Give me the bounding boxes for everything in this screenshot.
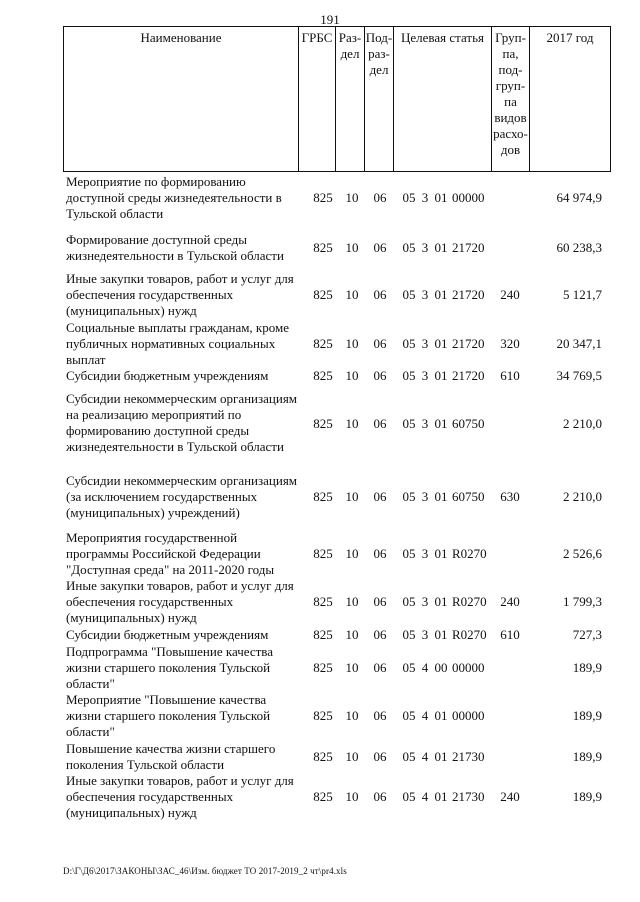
row-podrazdel: 06 [373,336,387,351]
header-year-label: 2017 год [546,30,594,45]
row-cs-direction: 60750 [452,489,485,504]
row-vr: 240 [500,789,520,804]
row-cs-subprogram: 3 [421,489,429,504]
row-podrazdel: 06 [373,594,387,609]
row-cs-subprogram: 4 [421,749,429,764]
row-cs-direction: 00000 [452,190,485,205]
row-cs-subprogram: 4 [421,708,429,723]
row-cs-direction: 21730 [452,789,485,804]
row-cs-direction: R0270 [452,546,487,561]
row-cs-program: 05 [402,546,416,561]
row-razdel: 10 [345,660,359,675]
header-name [64,27,299,171]
row-cs-event: 01 [434,749,448,764]
row-cs-direction: 60750 [452,416,485,431]
row-name: Мероприятие по формированию доступной среды жизнедеятельности в Тульской области [66,174,282,221]
row-name: Иные закупки товаров, работ и услуг для обеспечения государственных (муниципальных) нужд [66,271,294,318]
row-cs-direction: R0270 [452,627,487,642]
table-header [63,26,611,172]
header-podrazdel [365,27,394,171]
row-name: Иные закупки товаров, работ и услуг для обеспечения государственных (муниципальных) нужд [66,773,294,820]
row-cs-event: 01 [434,708,448,723]
row-name: Социальные выплаты гражданам, кроме публичных нормативных социальных выплат [66,320,289,367]
row-razdel: 10 [345,368,359,383]
row-cs-subprogram: 4 [421,660,429,675]
row-cs-event: 01 [434,627,448,642]
row-cs-direction: 21720 [452,287,485,302]
row-razdel: 10 [345,489,359,504]
row-cs-program: 05 [402,749,416,764]
row-cs-subprogram: 3 [421,287,429,302]
row-grbs: 825 [313,660,333,675]
row-vr: 610 [500,627,520,642]
row-grbs: 825 [313,368,333,383]
row-name: Мероприятие "Повышение качества жизни старшего поколения Тульской области" [66,692,271,739]
row-name: Субсидии бюджетным учреждениям [66,627,269,642]
row-name: Субсидии некоммерческим организациям на реализацию мероприятий по формированию доступной среды жизнедеятельности в Тульской области [66,391,298,454]
header-grbs [299,27,336,171]
row-cs-event: 01 [434,546,448,561]
row-cs-subprogram: 3 [421,627,429,642]
row-razdel: 10 [345,190,359,205]
header-year [530,27,610,171]
row-name: Субсидии некоммерческим организациям (за исключением государственных (муниципальных) учреждений) [66,473,298,520]
row-grbs: 825 [313,489,333,504]
row-razdel: 10 [345,789,359,804]
row-cs-subprogram: 3 [421,546,429,561]
row-cs-event: 01 [434,336,448,351]
row-name: Мероприятия государственной программы Российской Федерации "Доступная среда" на 2011-2020 годы [66,530,275,577]
row-grbs: 825 [313,190,333,205]
row-podrazdel: 06 [373,190,387,205]
row-grbs: 825 [313,416,333,431]
row-razdel: 10 [345,546,359,561]
row-grbs: 825 [313,789,333,804]
row-sum: 34 769,5 [556,368,602,383]
row-cs-subprogram: 3 [421,368,429,383]
row-cs-direction: 00000 [452,708,485,723]
row-cs-program: 05 [402,594,416,609]
row-name: Подпрограмма "Повышение качества жизни старшего поколения Тульской области" [66,644,274,691]
row-razdel: 10 [345,287,359,302]
row-cs-program: 05 [402,416,416,431]
row-cs-direction: 21720 [452,240,485,255]
row-cs-direction: 00000 [452,660,485,675]
row-cs-subprogram: 4 [421,789,429,804]
row-podrazdel: 06 [373,489,387,504]
row-podrazdel: 06 [373,708,387,723]
row-cs-subprogram: 3 [421,416,429,431]
row-razdel: 10 [345,416,359,431]
row-cs-program: 05 [402,708,416,723]
row-sum: 189,9 [572,789,602,804]
header-razdel [336,27,365,171]
header-cs [394,27,492,171]
row-sum: 1 799,3 [563,594,602,609]
row-cs-direction: 21720 [452,368,485,383]
row-podrazdel: 06 [373,416,387,431]
header-razdel-label: Раз- дел [338,30,362,61]
row-podrazdel: 06 [373,660,387,675]
row-razdel: 10 [345,627,359,642]
row-cs-event: 01 [434,416,448,431]
row-cs-program: 05 [402,368,416,383]
row-razdel: 10 [345,336,359,351]
row-sum: 189,9 [572,660,602,675]
row-cs-direction: 21730 [452,749,485,764]
row-grbs: 825 [313,240,333,255]
row-podrazdel: 06 [373,546,387,561]
row-vr: 320 [500,336,520,351]
row-razdel: 10 [345,749,359,764]
row-cs-subprogram: 3 [421,240,429,255]
row-cs-direction: 21720 [452,336,485,351]
row-podrazdel: 06 [373,368,387,383]
header-podrazdel-label: Под- раз- дел [365,30,393,77]
row-razdel: 10 [345,594,359,609]
row-sum: 189,9 [572,708,602,723]
row-cs-subprogram: 3 [421,190,429,205]
row-cs-event: 01 [434,594,448,609]
row-cs-event: 01 [434,489,448,504]
row-cs-program: 05 [402,660,416,675]
row-cs-event: 01 [434,368,448,383]
row-name: Повышение качества жизни старшего поколения Тульской области [66,741,276,772]
row-name: Формирование доступной среды жизнедеятельности в Тульской области [66,232,284,263]
row-razdel: 10 [345,240,359,255]
row-cs-program: 05 [402,336,416,351]
row-cs-subprogram: 3 [421,594,429,609]
row-podrazdel: 06 [373,287,387,302]
row-sum: 189,9 [572,749,602,764]
page-number: 191 [320,12,340,27]
row-sum: 727,3 [572,627,602,642]
row-grbs: 825 [313,749,333,764]
row-sum: 20 347,1 [556,336,602,351]
row-sum: 60 238,3 [556,240,602,255]
row-cs-event: 00 [434,660,448,675]
row-cs-program: 05 [402,190,416,205]
row-vr: 240 [500,594,520,609]
row-vr: 610 [500,368,520,383]
row-sum: 2 210,0 [563,489,602,504]
row-vr: 630 [500,489,520,504]
row-sum: 64 974,9 [556,190,602,205]
row-cs-event: 01 [434,190,448,205]
row-podrazdel: 06 [373,789,387,804]
row-sum: 2 526,6 [563,546,602,561]
row-podrazdel: 06 [373,749,387,764]
row-cs-event: 01 [434,789,448,804]
row-sum: 5 121,7 [563,287,602,302]
row-sum: 2 210,0 [563,416,602,431]
file-path-footer: D:\Г\Д6\2017\ЗАКОНЫ\ЗАС_46\Изм. бюджет ТО 2017-2019_2 чт\pr4.xls [63,866,347,876]
row-grbs: 825 [313,546,333,561]
row-cs-subprogram: 3 [421,336,429,351]
row-name: Субсидии бюджетным учреждениям [66,368,269,383]
row-podrazdel: 06 [373,240,387,255]
row-grbs: 825 [313,287,333,302]
row-cs-program: 05 [402,240,416,255]
header-vr [492,27,530,171]
row-name: Иные закупки товаров, работ и услуг для обеспечения государственных (муниципальных) нужд [66,578,294,625]
header-grbs-label: ГРБС [301,30,333,45]
row-cs-direction: R0270 [452,594,487,609]
row-grbs: 825 [313,594,333,609]
header-vr-label: Груп- па, под- груп- па видов расхо- дов [493,30,528,157]
row-cs-event: 01 [434,287,448,302]
row-podrazdel: 06 [373,627,387,642]
row-cs-program: 05 [402,489,416,504]
row-razdel: 10 [345,708,359,723]
row-vr: 240 [500,287,520,302]
header-name-label: Наименование [140,30,222,45]
row-cs-event: 01 [434,240,448,255]
row-cs-program: 05 [402,627,416,642]
row-cs-program: 05 [402,789,416,804]
header-cs-label: Целевая статья [400,30,484,45]
row-grbs: 825 [313,708,333,723]
row-grbs: 825 [313,627,333,642]
row-grbs: 825 [313,336,333,351]
row-cs-program: 05 [402,287,416,302]
